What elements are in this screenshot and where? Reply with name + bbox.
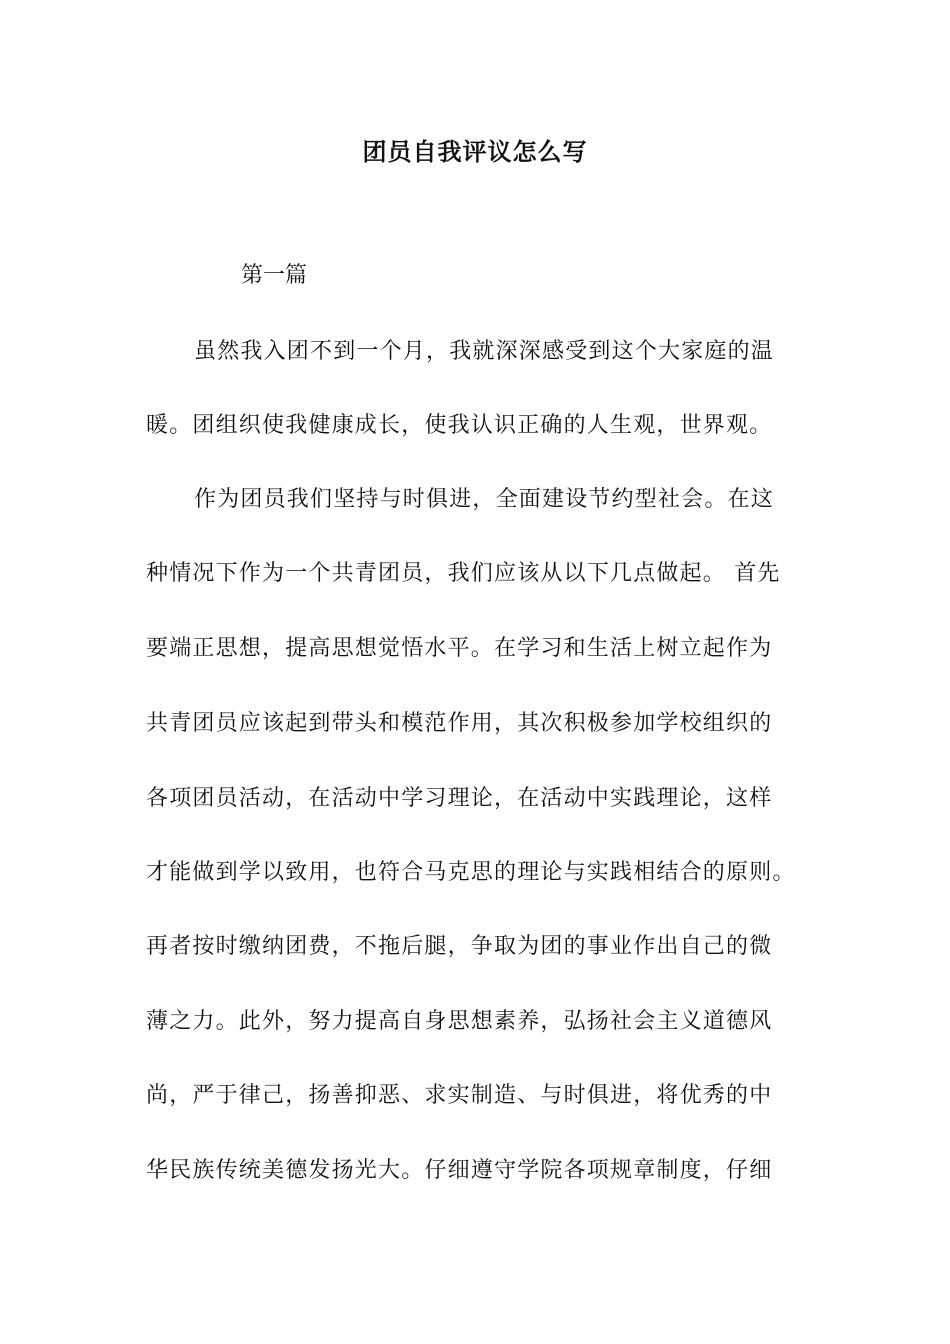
paragraph-line: 种情况下作为一个共青团员，我们应该从以下几点做起。 首先 <box>146 561 781 586</box>
section-heading: 第一篇 <box>241 263 308 288</box>
paragraph-line: 共青团员应该起到带头和模范作用，其次积极参加学校组织的 <box>146 711 773 736</box>
paragraph-line: 再者按时缴纳团费，不拖后腿，争取为团的事业作出自己的微 <box>146 934 773 959</box>
paragraph-line: 华民族传统美德发扬光大。仔细遵守学院各项规章制度，仔细 <box>146 1158 773 1183</box>
paragraph-line: 薄之力。此外，努力提高自身思想素养，弘扬社会主义道德风 <box>146 1009 773 1034</box>
paragraph-line: 各项团员活动，在活动中学习理论，在活动中实践理论，这样 <box>146 786 773 811</box>
paragraph-line: 才能做到学以致用，也符合马克思的理论与实践相结合的原则。 <box>146 860 796 885</box>
paragraph-line: 尚，严于律己，扬善抑恶、求实制造、与时俱进，将优秀的中 <box>146 1083 773 1108</box>
paragraph-line: 作为团员我们坚持与时俱进，全面建设节约型社会。在这 <box>194 487 775 512</box>
paragraph-line: 虽然我入团不到一个月，我就深深感受到这个大家庭的温 <box>194 339 775 364</box>
document-title: 团员自我评议怎么写 <box>362 137 588 166</box>
paragraph-line: 要端正思想，提高思想觉悟水平。在学习和生活上树立起作为 <box>146 636 773 661</box>
paragraph-line: 暖。团组织使我健康成长，使我认识正确的人生观，世界观。 <box>146 413 773 438</box>
